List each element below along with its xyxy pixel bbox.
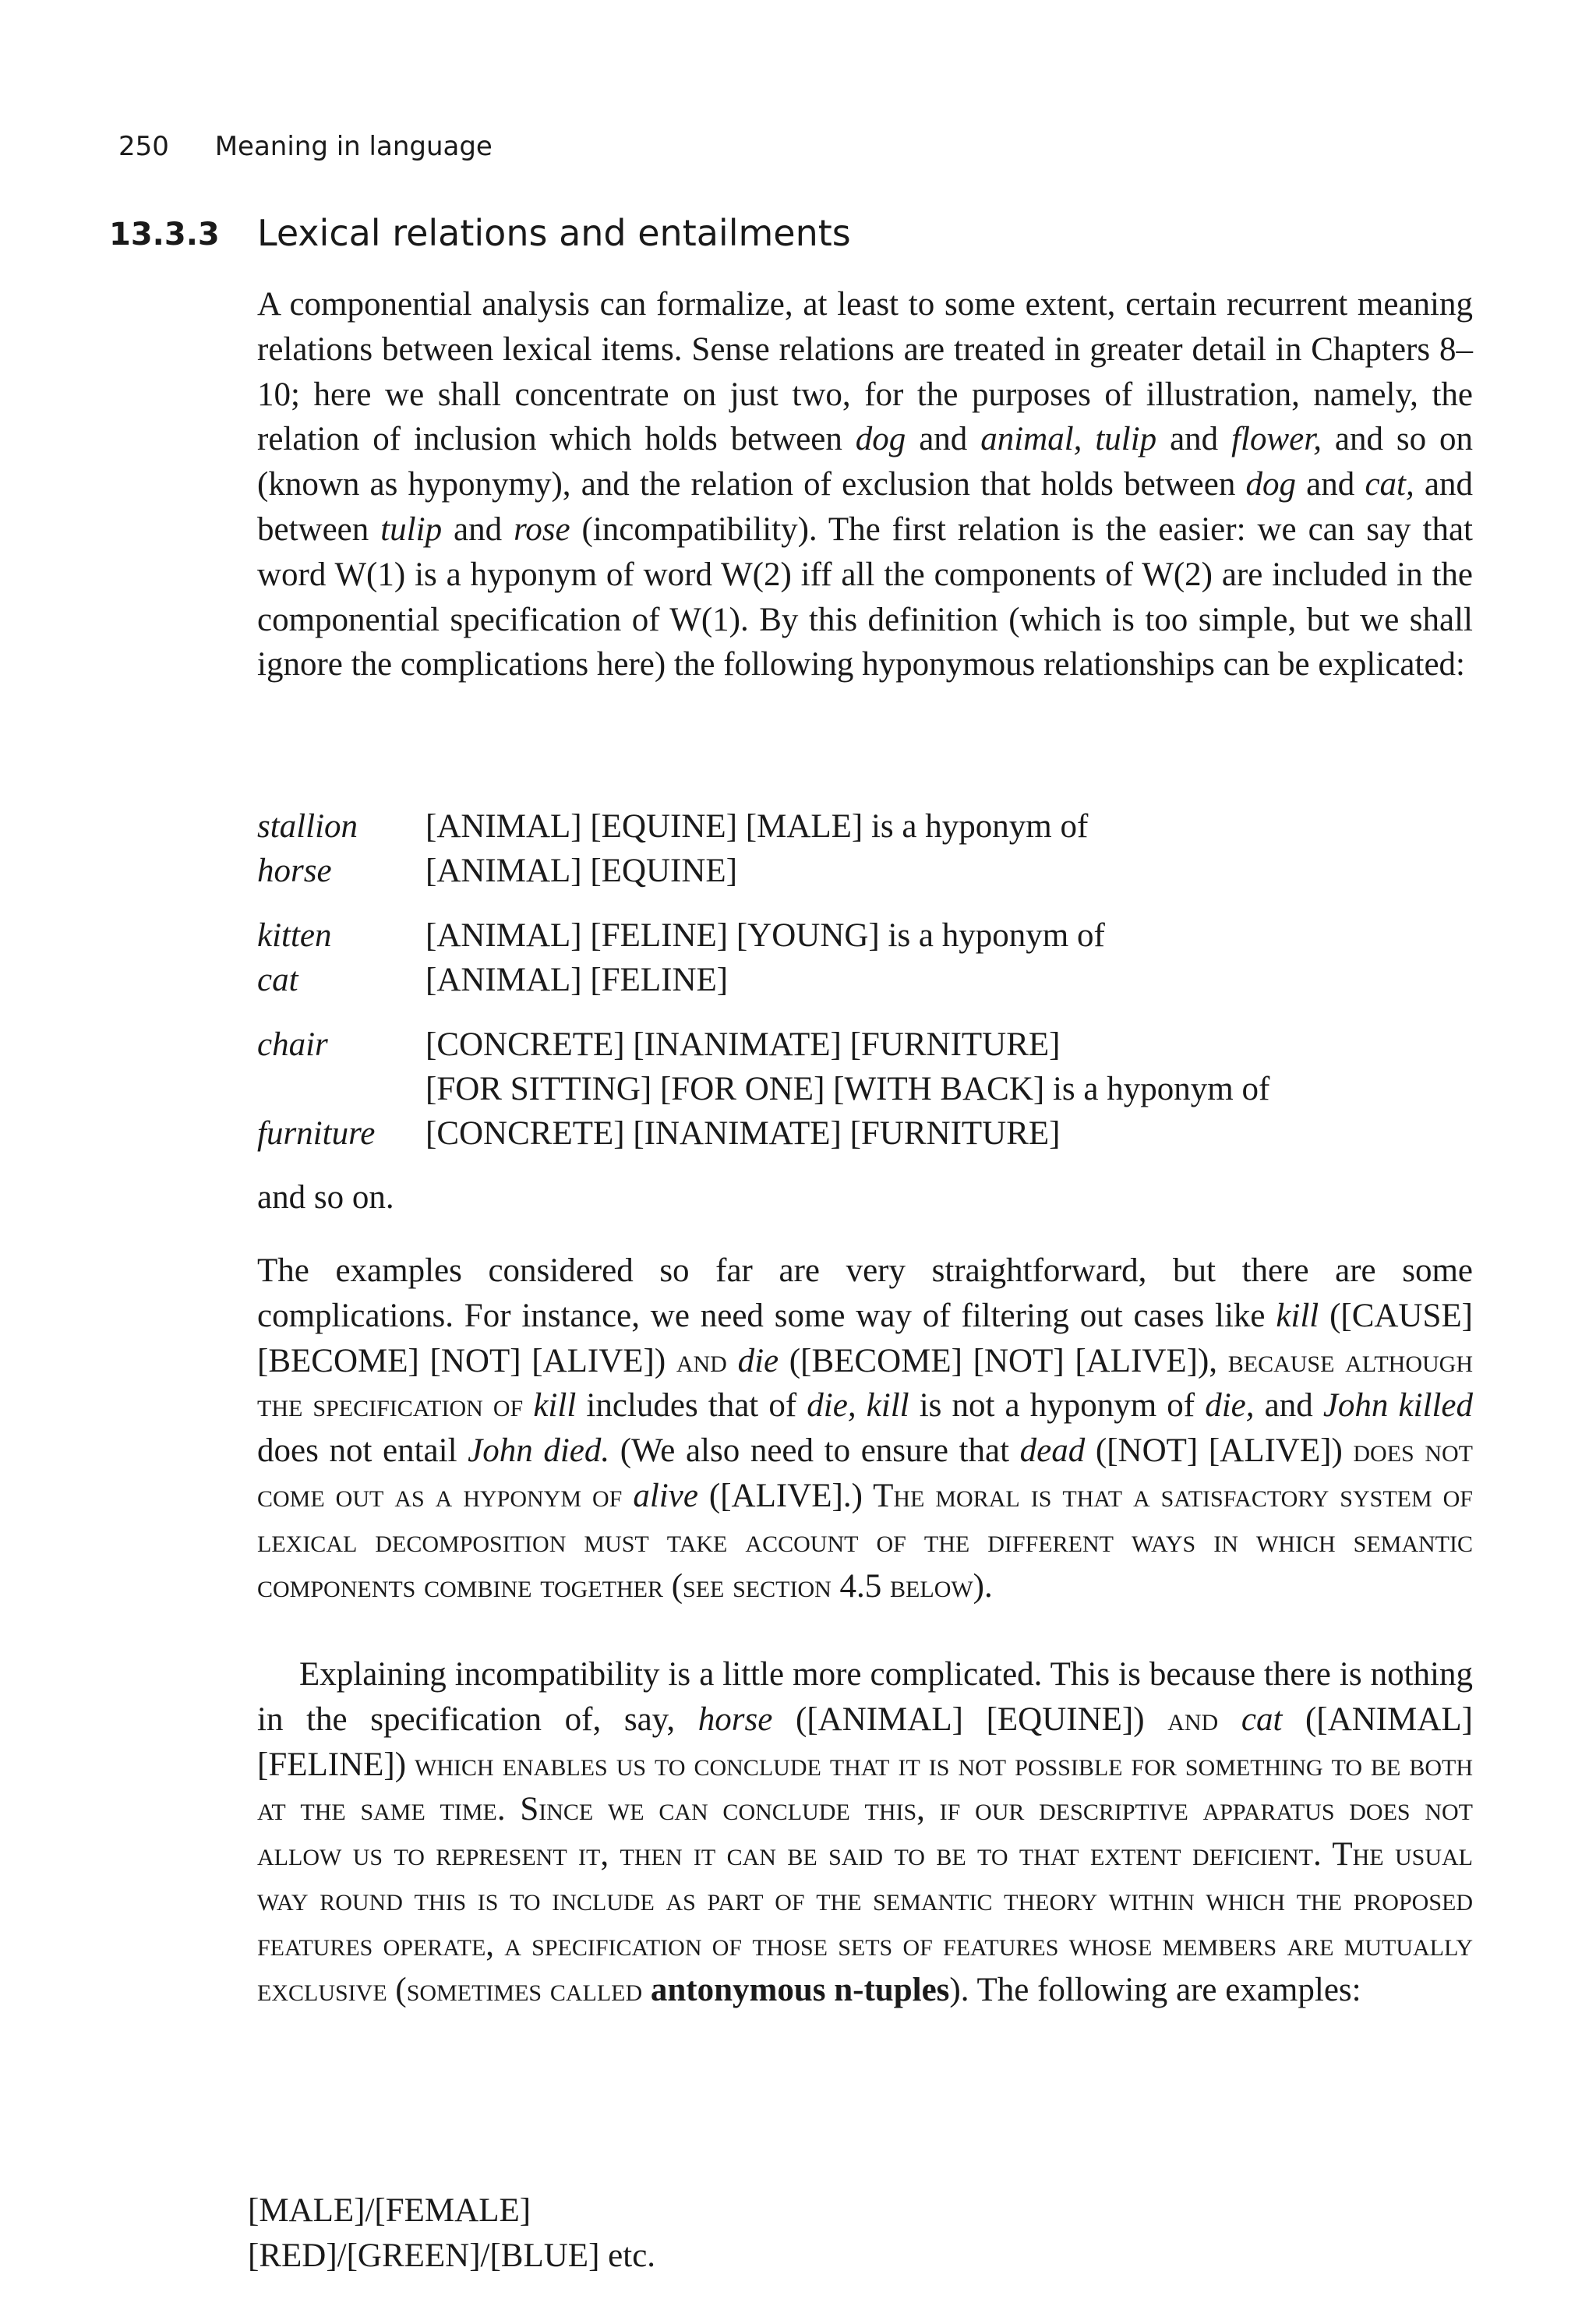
running-header: [118, 131, 493, 162]
section-number: 13.3.3: [109, 217, 220, 253]
example-term: chair: [257, 1026, 328, 1063]
example-term: furniture: [257, 1115, 376, 1152]
example-features: [ANIMAL] [EQUINE]: [425, 853, 738, 889]
feature-set-line: [RED]/[GREEN]/[BLUE] etc.: [248, 2237, 656, 2274]
paragraph-complications: The examples considered so far are very straightforward, but there are some complications. For instance, we need some way of filtering out cases like kill ([CAUSE] [BECOME] [NOT] [ALIVE]) and die ([BECOME] [NOT] [ALIVE]), because although the specification of kill includes that of die, kill is not a hyponym of die, and John killed does not entail John died. (We also need to ensure that dead ([NOT] [ALIVE]) does not come out as a hyponym of alive ([ALIVE].) The moral is that a satisfactory system of lexical decomposition must take account of the different ways in which semantic components combine together (see section 4.5 below).: [257, 1252, 1474, 1605]
example-term: stallion: [257, 808, 358, 845]
paragraph-hyponymy: A componential analysis can formalize, at least to some extent, certain recurrent meaning relations between lexical items. Sense relations are treated in greater detail in Chapters 8–10; here we shall concentrate on just two, for the purposes of illustration, namely, the relation of inclusion which holds between dog and animal, tulip and flower, and so on (known as hyponymy), and the relation of exclusion that holds between dog and cat, and between tulip and rose (incompatibility). The first relation is the easier: we can say that word W(1) is a hyponym of word W(2) iff all the components of W(2) are included in the componential specification of W(1). By this definition (which is too simple, but we shall ignore the complications here) the following hyponymous relationships can be explicated:: [257, 286, 1473, 683]
example-features: [FOR SITTING] [FOR ONE] [WITH BACK] is a hyponym of: [425, 1071, 1270, 1107]
and-so-on: and so on.: [257, 1179, 394, 1216]
example-features: [ANIMAL] [EQUINE] [MALE] is a hyponym of: [425, 808, 1089, 845]
section-title: Lexical relations and entailments: [257, 212, 851, 254]
key-term: antonymous n-tuples: [650, 1971, 950, 2008]
example-features: [CONCRETE] [INANIMATE] [FURNITURE]: [425, 1115, 1061, 1152]
example-term: horse: [257, 853, 332, 889]
example-term: cat: [257, 962, 298, 998]
running-title: Meaning in language: [214, 131, 493, 162]
example-features: [CONCRETE] [INANIMATE] [FURNITURE]: [425, 1026, 1061, 1063]
example-features: [ANIMAL] [FELINE] [YOUNG] is a hyponym of: [425, 917, 1105, 954]
page-number: 250: [118, 131, 169, 162]
example-term: kitten: [257, 917, 332, 954]
paragraph-incompatibility: Explaining incompatibility is a little more complicated. This is because there is nothing in the specification of, say, horse ([ANIMAL] [EQUINE]) and cat ([ANIMAL] [FELINE]) which enables us to conclude that it is not possible for something to be both at the same time. Since we can conclude this, if our descriptive apparatus does not allow us to represent it, then it can be said to be to that extent deficient. The usual way round this is to include as part of the semantic theory within which the proposed features operate, a specification of those sets of features whose members are mutually exclusive (sometimes called antonymous n-tuples). The following are examples:: [257, 1656, 1473, 2008]
feature-set-line: [MALE]/[FEMALE]: [248, 2192, 531, 2229]
example-features: [ANIMAL] [FELINE]: [425, 962, 729, 998]
